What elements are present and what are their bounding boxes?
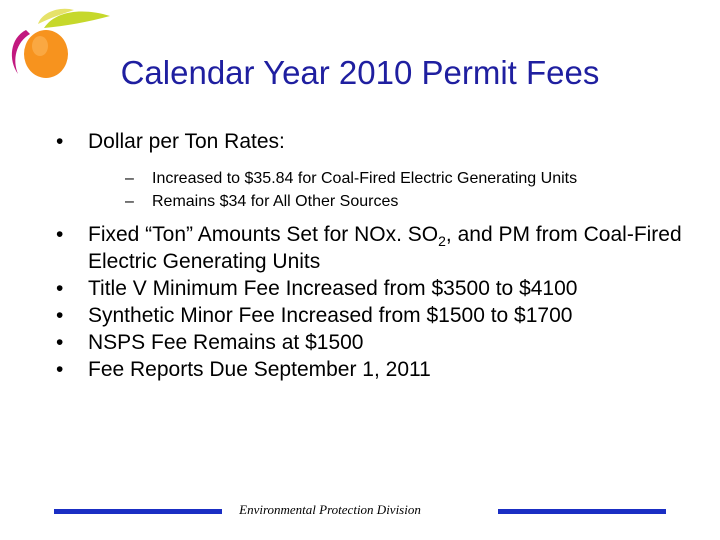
- bullet-marker: •: [56, 277, 64, 300]
- bullet-marker: •: [56, 223, 64, 246]
- subscript: 2: [438, 233, 446, 250]
- bullet-marker: •: [56, 304, 64, 327]
- footer-divider-left: [54, 509, 222, 514]
- bullet-text-part: , and PM from Coal-Fired Electric Generating Units: [88, 223, 682, 273]
- footer-label: Environmental Protection Division: [239, 502, 421, 517]
- sub-bullet-marker: –: [125, 170, 134, 187]
- sub-bullet-item: [56, 167, 696, 190]
- bullet-text: NSPS Fee Remains at $1500: [88, 331, 364, 354]
- sub-bullet-text: Increased to $35.84 for Coal-Fired Electric Generating Units: [152, 170, 578, 187]
- slide-title: Calendar Year 2010 Permit Fees: [120, 54, 600, 91]
- bullet-text: Title V Minimum Fee Increased from $3500 to $4100: [88, 277, 578, 300]
- bullet-text: Fee Reports Due September 1, 2011: [88, 358, 431, 381]
- bullet-item: [56, 356, 696, 383]
- bullet-marker: •: [56, 358, 64, 381]
- sub-bullet-text: Remains $34 for All Other Sources: [152, 193, 399, 210]
- bullet-list: [56, 128, 696, 383]
- bullet-text: [88, 221, 696, 275]
- sub-bullet-item: [56, 190, 696, 213]
- bullet-marker: •: [56, 130, 64, 153]
- bullet-text: Synthetic Minor Fee Increased from $1500 to $1700: [88, 304, 573, 327]
- bullet-marker: •: [56, 331, 64, 354]
- bullet-text-part: Fixed “Ton” Amounts Set for NOx. SO: [88, 223, 439, 246]
- bullet-item: [56, 275, 696, 302]
- bullet-text: Dollar per Ton Rates:: [88, 130, 285, 153]
- bullet-item: [56, 302, 696, 329]
- sub-bullet-marker: –: [125, 193, 134, 210]
- bullet-item: [56, 128, 696, 155]
- bullet-item: [56, 329, 696, 356]
- footer-divider-right: [498, 509, 666, 514]
- bullet-item: [56, 221, 696, 275]
- sub-bullet-list: [56, 167, 696, 213]
